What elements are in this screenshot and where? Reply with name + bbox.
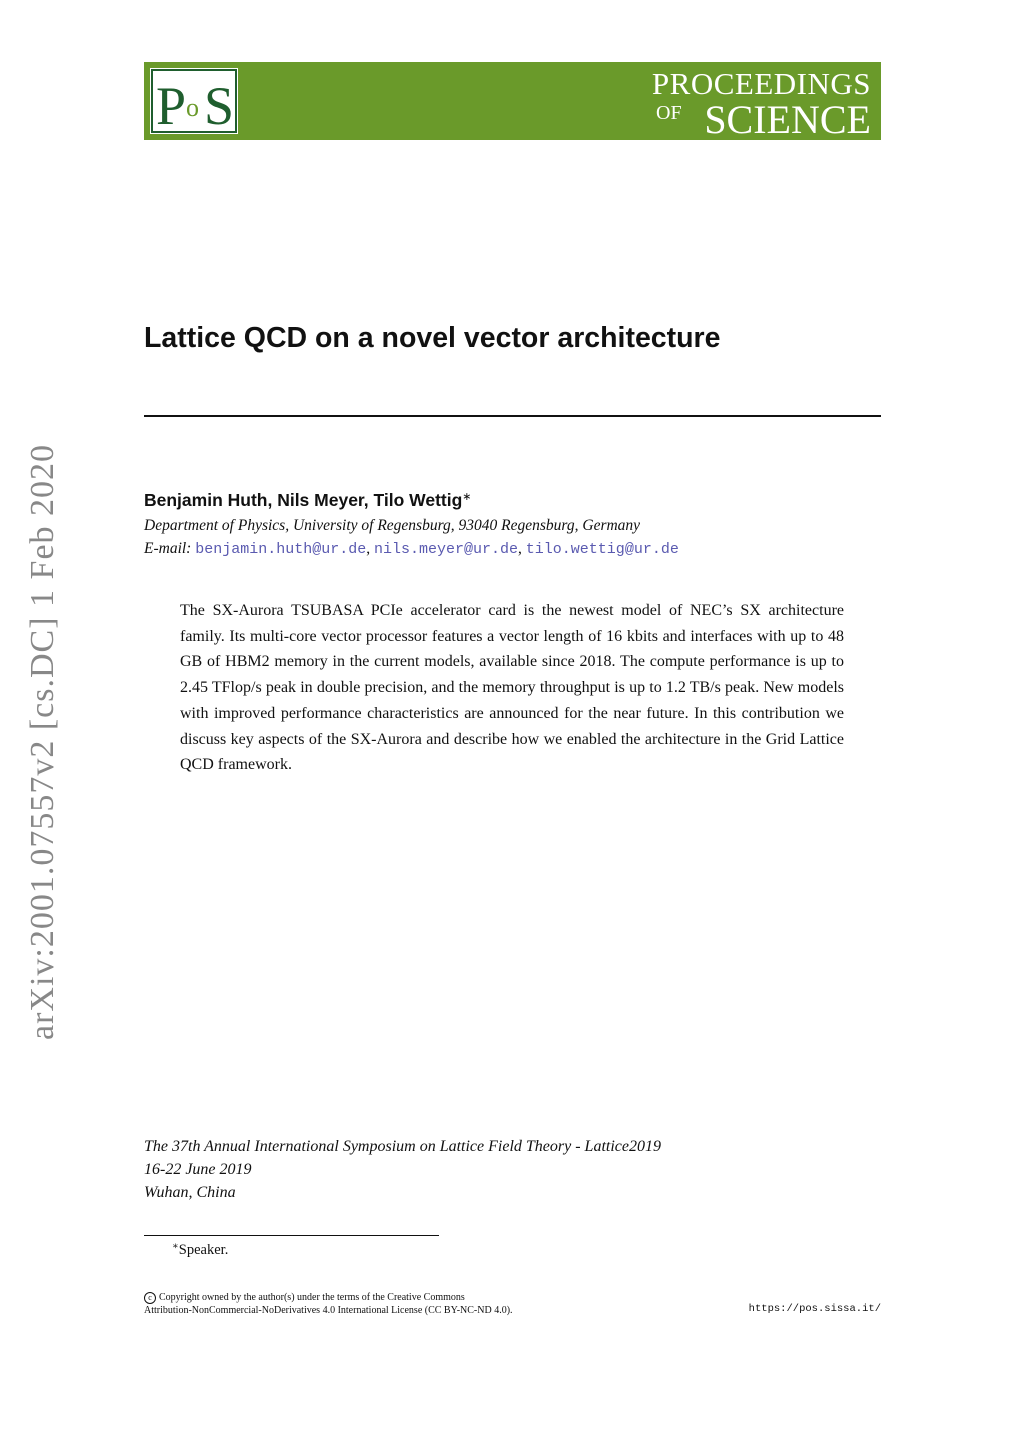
copyright-icon: c <box>144 1292 156 1304</box>
conference-name: The 37th Annual International Symposium on Lattice Field Theory - Lattice2019 <box>144 1138 661 1155</box>
footnote-text: Speaker. <box>178 1242 229 1258</box>
arxiv-identifier: arXiv:2001.07557v2 [cs.DC] 1 Feb 2020 <box>24 443 61 1040</box>
copyright-line1: Copyright owned by the author(s) under the terms of the Creative Commons <box>159 1292 465 1303</box>
footnote-mark: ∗ <box>172 1241 179 1252</box>
pos-logo <box>150 68 238 134</box>
author-list <box>144 490 472 511</box>
email-link[interactable]: tilo.wettig@ur.de <box>525 541 679 558</box>
svg-text:S: S <box>204 76 235 134</box>
authors-text: Benjamin Huth, Nils Meyer, Tilo Wettig <box>144 490 463 510</box>
title-rule <box>144 415 881 417</box>
conference-info <box>144 1135 661 1204</box>
pos-logo-icon <box>150 68 238 134</box>
svg-text:o: o <box>186 93 199 122</box>
science-label: SCIENCE <box>704 97 871 142</box>
pos-banner <box>144 62 881 140</box>
svg-text:P: P <box>156 76 187 134</box>
copyright-line2: Attribution-NonCommercial-NoDerivatives 4.0 International License (CC BY-NC-ND 4.0). <box>144 1305 513 1316</box>
speaker-mark: ∗ <box>462 491 472 503</box>
of-label: OF <box>656 102 682 124</box>
conference-dates: 16-22 June 2019 <box>144 1161 252 1178</box>
email-link[interactable]: benjamin.huth@ur.de <box>195 541 367 558</box>
pos-url-link[interactable]: https://pos.sissa.it/ <box>748 1303 881 1315</box>
paper-title: Lattice QCD on a novel vector architecture <box>144 322 721 354</box>
proceedings-label: PROCEEDINGS <box>651 66 871 101</box>
footnote-rule <box>144 1235 439 1236</box>
email-link[interactable]: nils.meyer@ur.de <box>374 541 519 558</box>
affiliation: Department of Physics, University of Regensburg, 93040 Regensburg, Germany <box>144 517 641 534</box>
conference-location: Wuhan, China <box>144 1184 236 1201</box>
email-line: E-mail: benjamin.huth@ur.de, nils.meyer@ur.de, tilo.wettig@ur.de <box>144 540 679 558</box>
copyright-notice <box>144 1291 513 1317</box>
abstract: The SX-Aurora TSUBASA PCIe accelerator card is the newest model of NEC’s SX architecture family. Its multi-core vector processor features a vector length of 16 kbits and interfaces with up to 48 GB of HBM2 memory in the current models, available since 2018. The compute performance is up to 2.45 TFlop/s peak in double precision, and the memory throughput is up to 1.2 TB/s peak. New models with improved performance characteristics are announced for the near future. In this contribution we discuss key aspects of the SX-Aurora and describe how we enabled the architecture in the Grid Lattice QCD framework. <box>180 602 844 774</box>
footnote <box>172 1241 228 1259</box>
email-label: E-mail: <box>144 540 192 557</box>
